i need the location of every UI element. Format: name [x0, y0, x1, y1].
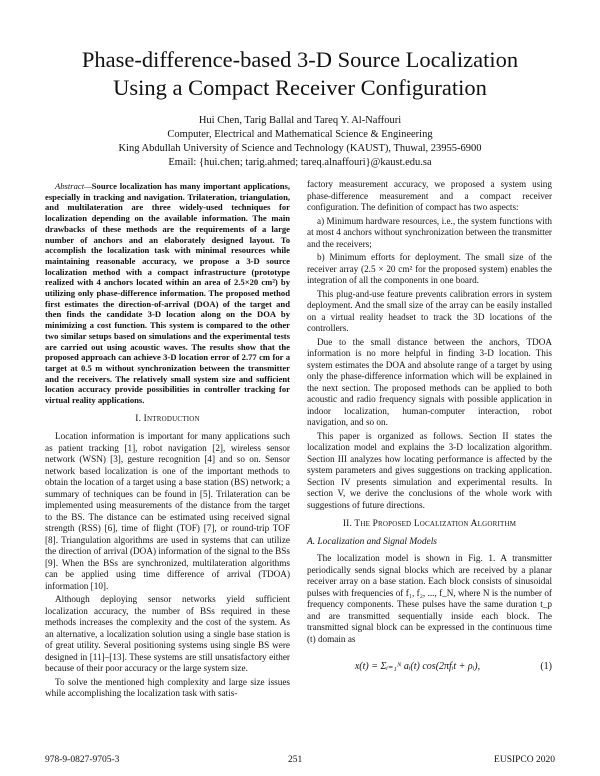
right-column — [307, 179, 552, 683]
footer-page-number: 251 — [288, 755, 303, 765]
abstract — [45, 181, 290, 406]
paper-title — [40, 46, 560, 102]
section-heading-algorithm: II. The Proposed Localization Algorithm — [342, 519, 517, 529]
footer-isbn: 978-9-0827-9705-3 — [45, 755, 120, 765]
subsection-heading-models: A. Localization and Signal Models — [307, 536, 437, 547]
abstract-lead: Abstract— — [55, 181, 92, 191]
author-block — [40, 114, 560, 170]
right-paragraph-7: The localization model is shown in Fig. 1. A transmitter periodically sends signal blocks which are received by a planar receiver array on a base station. Each block consists of sinusoidal pulses with frequencies of f₁, f₂, ..., f_N, where N is the number of frequency components. These pulses have the same duration t_p and are transmitted sequentially inside each block. The transmitted signal block can be expressed in the continuous time (t) domain as — [307, 553, 552, 644]
right-paragraph-1: factory measurement accuracy, we proposed a system using phase-difference measurement and a compact receiver configuration. The definition of compact has two aspects: — [307, 179, 552, 212]
footer-conference: EUSIPCO 2020 — [494, 755, 555, 765]
intro-paragraph-3: To solve the mentioned high complexity and large size issues while accomplishing the localization task with satis- — [45, 676, 290, 699]
intro-paragraph-2: Although deploying sensor networks yield sufficient localization accuracy, the number of BSs required in these methods increases the complexity and the cost of the system. As an alternative, a localization solution using a single base station is of great utility. Several positioning systems using single BS were designed in [11]–[13]. These systems are still unsatisfactory either because of their poor accuracy or the large system size. — [45, 594, 290, 674]
right-paragraph-4: This plug-and-use feature prevents calibration errors in system deployment. And the small size of the array can be easily installed on a virtual reality headset to track the 3D locations of the controllers. — [307, 288, 552, 333]
right-paragraph-6: This paper is organized as follows. Section II states the localization model and explains the 3-D localization algorithm. Section III analyzes how locating performance is affected by the system parameters and gives suggestions on tracking application. Section IV presents simulation and experimental results. In section V, we derive the conclusions of the whole work with suggestions of future directions. — [307, 430, 552, 510]
equation-body: x(t) = Σᵢ₌₁ᴺ aᵢ(t) cos(2πfᵢt + ρᵢ), — [354, 661, 481, 673]
intro-paragraph-1: Location information is important for many applications such as patient tracking [1], robot navigation [2], wireless sensor network (WSN) [3], gesture recognition [4] and so on. Sensor network based localization is one of the important methods to obtain the location of a target using a base station (BS) network; a summary of techniques can be found in [5]. Trilateration can be implemented using measurements of the distance from the target to the BS. The distance can be estimated using received signal strength (RSS) [6], time of flight (TOF) [7], or round-trip TOF [8]. Triangulation algorithms are used in systems that can utilize the direction of arrival (DOA) information of the signal to the BSs [9]. When the BSs are synchronized, multilateration algorithms can be applied using time difference of arrival (TDOA) information [10]. — [45, 431, 290, 591]
right-paragraph-5: Due to the small distance between the anchors, TDOA information is no more helpful in finding 3-D location. This system estimates the DOA and absolute range of a target by using only the phase-difference information which will be explained in the next section. The proposed methods can be applied to both acoustic and radio frequency signals with possible application in indoor localization, human-computer interaction, robot navigation, and so on. — [307, 336, 552, 427]
author-email: Email: {hui.chen; tarig.ahmed; tareq.alnaffouri}@kaust.edu.sa — [168, 157, 432, 168]
author-names: Hui Chen, Tarig Ballal and Tareq Y. Al-Naffouri — [198, 115, 402, 126]
affiliation-line-2: King Abdullah University of Science and Technology (KAUST), Thuwal, 23955-6900 — [118, 143, 482, 154]
equation-1 — [307, 651, 552, 683]
abstract-text: Source localization has many important applications, especially in tracking and navigation. Trilateration, triangulation, and multilateration are three widely-used techniques for localization depending on the available information. The main drawbacks of these methods are the requirements of a large number of anchors and an elaborately designed layout. To accomplish the localization task with minimal resources while maintaining reasonable accuracy, we propose a 3-D source localization method with a compact infrastructure (prototype realized with 4 anchors located within an area of 2.5×20 cm²) by utilizing only phase-difference information. The proposed method first estimates the direction-of-arrival (DOA) of the target and then finds the candidate 3-D location along on the DOA by minimizing a cost function. This system is compared to the other two similar setups based on simulations and the experimental tests are carried out using acoustic waves. The results show that the proposed approach can achieve 3-D location error of 2.77 cm for a target at 0.5 m without synchronization between the transmitter and the receivers. The relatively small system size and sufficient location accuracy provide possibilities in controller tracking for virtual reality applications. — [45, 181, 290, 406]
right-paragraph-3: b) Minimum efforts for deployment. The small size of the receiver array (2.5 × 20 cm² for the proposed system) enables the integration of all the components in one board. — [307, 252, 552, 285]
section-heading-introduction: I. Introduction — [135, 413, 200, 424]
equation-number: (1) — [540, 661, 552, 673]
right-paragraph-2: a) Minimum hardware resources, i.e., the system functions with at most 4 anchors without synchronization between the transmitter and the receivers; — [307, 215, 552, 249]
affiliation-line-1: Computer, Electrical and Mathematical Science & Engineering — [167, 129, 433, 140]
left-column — [45, 181, 290, 702]
title-line-2: Using a Compact Receiver Configuration — [113, 75, 487, 100]
title-line-1: Phase-difference-based 3-D Source Localization — [81, 47, 519, 72]
